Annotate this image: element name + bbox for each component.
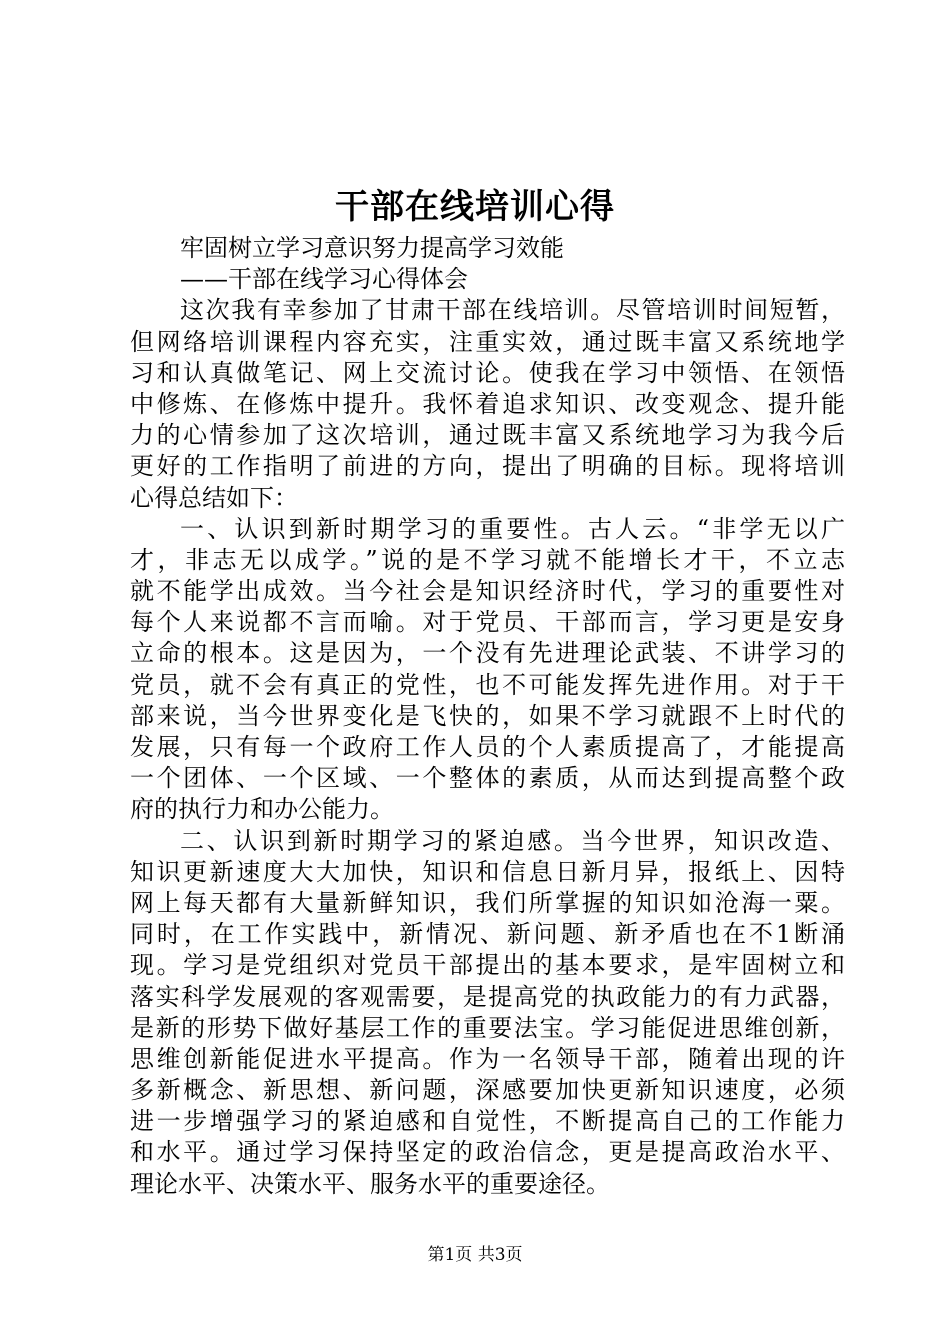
paragraph-line: 力的心情参加了这次培训，通过既丰富又系统地学习为我今后	[130, 421, 845, 450]
document-byline: ——干部在线学习心得体会	[180, 265, 468, 294]
paragraph-line: 府的执行力和办公能力。	[130, 795, 394, 824]
paragraph-line: 落实科学发展观的客观需要，是提高党的执政能力的有力武器，	[130, 982, 845, 1011]
paragraph-line: 立命的根本。这是因为，一个没有先进理论武装、不讲学习的	[130, 639, 845, 668]
paragraph-line: 这次我有幸参加了甘肃干部在线培训。尽管培训时间短暂，	[180, 296, 845, 325]
paragraph-line: 网上每天都有大量新鲜知识，我们所掌握的知识如沧海一粟。	[130, 888, 845, 917]
paragraph-line: 同时，在工作实践中，新情况、新问题、新矛盾也在不1断涌	[130, 920, 845, 949]
paragraph-line: 心得总结如下：	[130, 483, 298, 512]
paragraph-line: 是新的形势下做好基层工作的重要法宝。学习能促进思维创新，	[130, 1013, 845, 1042]
document-subtitle: 牢固树立学习意识努力提高学习效能	[180, 234, 564, 262]
paragraph-line: 更好的工作指明了前进的方向，提出了明确的目标。现将培训	[130, 452, 845, 481]
paragraph-line: 一个团体、一个区域、一个整体的素质，从而达到提高整个政	[130, 764, 845, 793]
paragraph-line: 思维创新能促进水平提高。作为一名领导干部，随着出现的许	[130, 1044, 845, 1073]
paragraph-line: 党员，就不会有真正的党性，也不可能发挥先进作用。对于干	[130, 670, 845, 699]
paragraph-line: 进一步增强学习的紧迫感和自觉性，不断提高自己的工作能力	[130, 1107, 845, 1136]
paragraph-intro	[130, 295, 845, 513]
paragraph-line: 中修炼、在修炼中提升。我怀着追求知识、改变观念、提升能	[130, 389, 845, 418]
paragraph-line: 每个人来说都不言而喻。对于党员、干部而言，学习更是安身	[130, 608, 845, 637]
paragraph-line: 才，非志无以成学。”说的是不学习就不能增长才干，不立志	[130, 545, 845, 574]
paragraph-line: 但网络培训课程内容充实，注重实效，通过既丰富又系统地学	[130, 327, 845, 356]
document-title: 干部在线培训心得	[335, 187, 615, 227]
paragraph-line: 部来说，当今世界变化是飞快的，如果不学习就跟不上时代的	[130, 701, 845, 730]
paragraph-line: 和水平。通过学习保持坚定的政治信念，更是提高政治水平、	[130, 1138, 845, 1167]
paragraph-line: 习和认真做笔记、网上交流讨论。使我在学习中领悟、在领悟	[130, 358, 845, 387]
page-footer: 第1页 共3页	[427, 1245, 523, 1265]
document-body	[130, 233, 845, 1200]
paragraph-line: 多新概念、新思想、新问题，深感要加快更新知识速度，必须	[130, 1076, 845, 1105]
paragraph-line: 理论水平、决策水平、服务水平的重要途径。	[130, 1169, 610, 1198]
paragraph-line: 就不能学出成效。当今社会是知识经济时代，学习的重要性对	[130, 577, 845, 606]
paragraph-line: 知识更新速度大大加快，知识和信息日新月异，报纸上、因特	[130, 857, 845, 886]
paragraph-line: 现。学习是党组织对党员干部提出的基本要求，是牢固树立和	[130, 951, 845, 980]
paragraph-line: 二、认识到新时期学习的紧迫感。当今世界，知识改造、	[180, 826, 845, 855]
paragraph-importance	[130, 514, 845, 826]
paragraph-line: 发展，只有每一个政府工作人员的个人素质提高了，才能提高	[130, 733, 845, 761]
paragraph-urgency	[130, 826, 845, 1200]
paragraph-line: 一、认识到新时期学习的重要性。古人云。“非学无以广	[180, 514, 845, 543]
